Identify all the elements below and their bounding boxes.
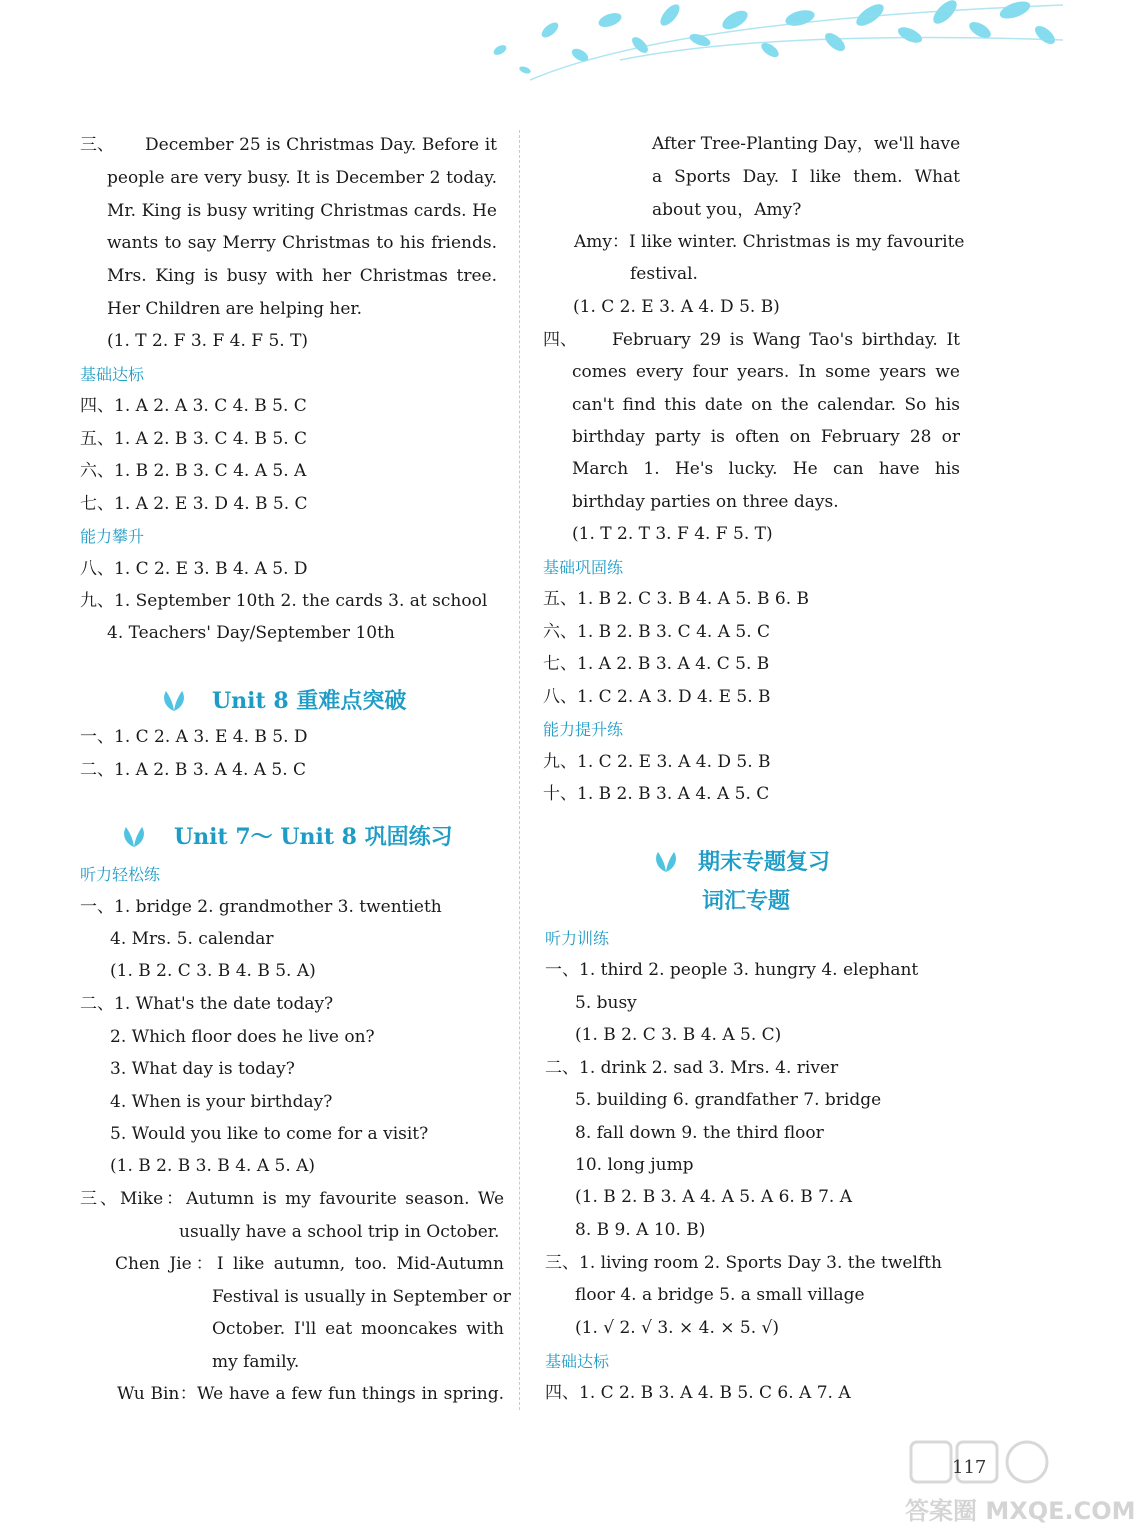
dialogue-line: about you，Amy?	[652, 200, 802, 220]
dialogue-line: Chen Jie：I like autumn, too. Mid-Autumn	[115, 1254, 504, 1274]
dialogue-line: 三、Mike：Autumn is my favourite season. We	[80, 1189, 504, 1209]
answer-line: 九、1. C 2. E 3. A 4. D 5. B	[543, 752, 771, 772]
answer-line: (1. B 2. C 3. B 4. B 5. A)	[110, 961, 316, 981]
section-tag: 基础巩固练	[543, 558, 624, 577]
answer-line: 一、1. third 2. people 3. hungry 4. elephant	[545, 960, 919, 980]
section-number: 三、	[80, 135, 114, 155]
answer-line: 四、1. C 2. B 3. A 4. B 5. C 6. A 7. A	[545, 1383, 851, 1403]
passage-line: birthday party is often on February 28 or	[572, 427, 960, 447]
answer-line: 8. fall down 9. the third floor	[575, 1123, 824, 1143]
dialogue-line: a Sports Day. I like them. What	[652, 167, 960, 187]
answer-line: (1. T 2. F 3. F 4. F 5. T)	[107, 331, 309, 351]
section-tag: 基础达标	[80, 365, 145, 384]
answer-line: 4. Mrs. 5. calendar	[110, 929, 274, 949]
answer-line: 10. long jump	[575, 1155, 694, 1175]
dialogue-line: my family.	[212, 1352, 300, 1372]
answer-line: 4. Teachers' Day/September 10th	[107, 623, 395, 643]
leaf-icon	[652, 850, 680, 874]
answer-line: 二、1. What's the date today?	[80, 994, 334, 1014]
passage-line: March 1. He's lucky. He can have his	[572, 459, 960, 479]
dialogue-line: Amy：I like winter. Christmas is my favourite	[574, 232, 965, 252]
answer-line: (1. T 2. T 3. F 4. F 5. T)	[572, 524, 773, 544]
passage-line: December 25 is Christmas Day. Before it	[145, 135, 497, 155]
unit-title: Unit 7～ Unit 8 巩固练习	[174, 824, 453, 850]
answer-line: 十、1. B 2. B 3. A 4. A 5. C	[543, 784, 770, 804]
passage-line: people are very busy. It is December 2 today.	[107, 168, 497, 188]
answer-line: (1. B 2. B 3. B 4. A 5. A)	[110, 1156, 316, 1176]
section-tag: 听力训练	[545, 929, 610, 948]
watermark-text: 答案圈 MXQE.COM	[905, 1497, 1136, 1525]
answer-line: (1. B 2. B 3. A 4. A 5. A 6. B 7. A	[575, 1187, 853, 1207]
dialogue-line: Festival is usually in September or	[212, 1287, 511, 1307]
answer-line: 七、1. A 2. E 3. D 4. B 5. C	[80, 494, 308, 514]
passage-line: comes every four years. In some years we	[572, 362, 960, 382]
answer-line: 五、1. A 2. B 3. C 4. B 5. C	[80, 429, 308, 449]
answer-line: 四、1. A 2. A 3. C 4. B 5. C	[80, 396, 307, 416]
answer-line: 4. When is your birthday?	[110, 1092, 333, 1112]
passage-line: Mr. King is busy writing Christmas cards. He	[107, 201, 497, 221]
dialogue-line: October. I'll eat mooncakes with	[212, 1319, 504, 1339]
answer-line: 七、1. A 2. B 3. A 4. C 5. B	[543, 654, 770, 674]
passage-line: Mrs. King is busy with her Christmas tree.	[107, 266, 497, 286]
answer-line: 一、1. C 2. A 3. E 4. B 5. D	[80, 727, 308, 747]
answer-line: 2. Which floor does he live on?	[110, 1027, 375, 1047]
leaf-decoration	[470, 0, 1063, 85]
answer-line: 二、1. drink 2. sad 3. Mrs. 4. river	[545, 1058, 839, 1078]
passage-line: wants to say Merry Christmas to his friends.	[107, 233, 497, 253]
dialogue-line: After Tree-Planting Day，we'll have	[652, 134, 961, 154]
answer-line: 5. building 6. grandfather 7. bridge	[575, 1090, 882, 1110]
answer-line: 五、1. B 2. C 3. B 4. A 5. B 6. B	[543, 589, 810, 609]
answer-line: 八、1. C 2. E 3. B 4. A 5. D	[80, 559, 308, 579]
dialogue-line: festival.	[630, 264, 698, 284]
answer-line: (1. B 2. C 3. B 4. A 5. C)	[575, 1025, 782, 1045]
passage-line: Her Children are helping her.	[107, 299, 363, 319]
leaf-icon	[160, 689, 188, 713]
section-tag: 听力轻松练	[80, 865, 161, 884]
section-tag: 能力攀升	[80, 527, 145, 546]
answer-line: 8. B 9. A 10. B)	[575, 1220, 706, 1240]
answer-line: 一、1. bridge 2. grandmother 3. twentieth	[80, 897, 442, 917]
section-tag: 基础达标	[545, 1352, 610, 1371]
answer-line: 5. busy	[575, 993, 637, 1013]
answer-line: 九、1. September 10th 2. the cards 3. at school	[80, 591, 488, 611]
dialogue-line: Wu Bin：We have a few fun things in spring.	[117, 1384, 504, 1404]
answer-line: 六、1. B 2. B 3. C 4. A 5. A	[80, 461, 307, 481]
unit-title: 期末专题复习	[698, 849, 831, 875]
page-number: 117	[952, 1457, 987, 1478]
answer-line: 二、1. A 2. B 3. A 4. A 5. C	[80, 760, 307, 780]
answer-line: 3. What day is today?	[110, 1059, 295, 1079]
unit-title: Unit 8 重难点突破	[212, 688, 407, 714]
passage-line: February 29 is Wang Tao's birthday. It	[612, 330, 960, 350]
answer-line: floor 4. a bridge 5. a small village	[575, 1285, 865, 1305]
unit-subtitle: 词汇专题	[702, 888, 791, 914]
answer-line: 三、1. living room 2. Sports Day 3. the twelfth	[545, 1253, 942, 1273]
answer-line: (1. C 2. E 3. A 4. D 5. B)	[573, 297, 780, 317]
dialogue-line: usually have a school trip in October.	[179, 1222, 500, 1242]
answer-line: (1. √ 2. √ 3. × 4. × 5. √)	[575, 1318, 779, 1338]
section-tag: 能力提升练	[543, 720, 624, 739]
section-number: 四、	[543, 330, 577, 350]
passage-line: can't find this date on the calendar. So his	[572, 395, 960, 415]
answer-line: 六、1. B 2. B 3. C 4. A 5. C	[543, 622, 771, 642]
answer-line: 5. Would you like to come for a visit?	[110, 1124, 429, 1144]
column-divider	[519, 130, 520, 1410]
answer-line: 八、1. C 2. A 3. D 4. E 5. B	[543, 687, 771, 707]
leaf-icon	[120, 825, 148, 849]
passage-line: birthday parties on three days.	[572, 492, 839, 512]
